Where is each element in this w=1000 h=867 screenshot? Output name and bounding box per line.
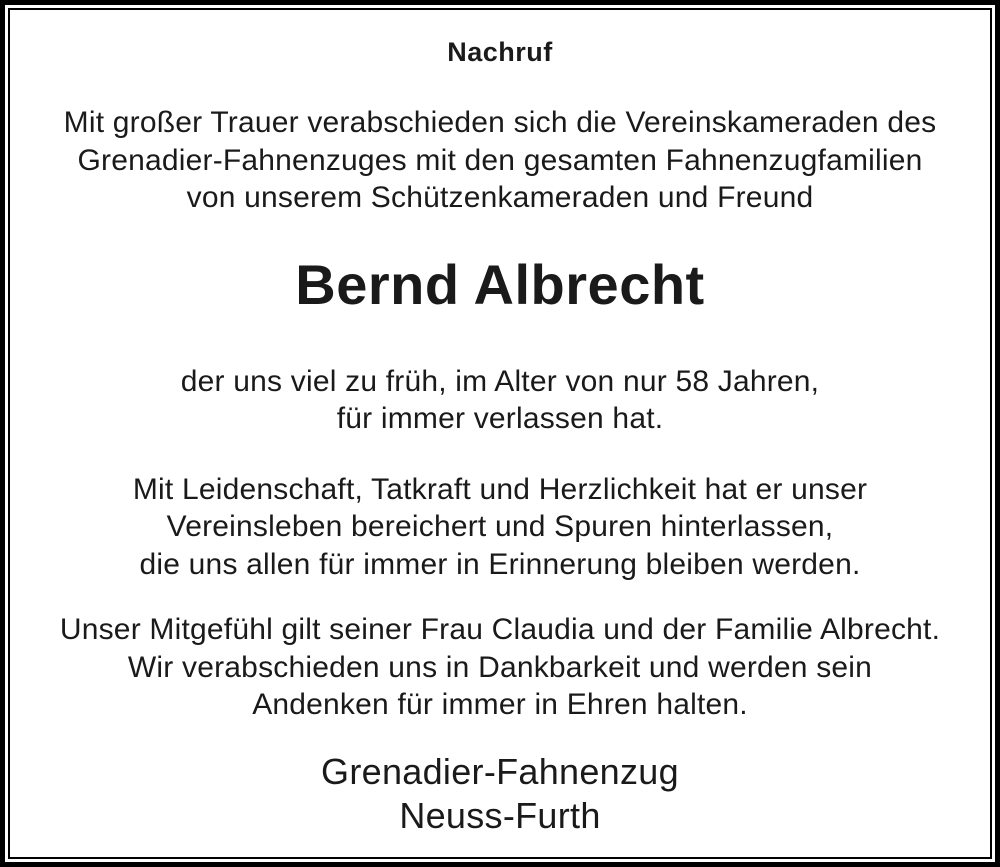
- tribute-line-1: Mit Leidenschaft, Tatkraft und Herzlichkeit hat er unser: [132, 472, 868, 506]
- tribute-paragraph: [10, 471, 990, 584]
- signature-block: [10, 750, 990, 838]
- death-line-1: der uns viel zu früh, im Alter von nur 58 Jahren,: [180, 364, 820, 398]
- intro-line-2: Grenadier-Fahnenzuges mit den gesamten Fahnenzugfamilien: [77, 143, 923, 177]
- death-line-2: für immer verlassen hat.: [336, 402, 664, 435]
- signature-organization: Grenadier-Fahnenzug: [321, 750, 679, 792]
- signature-location: Neuss-Furth: [399, 794, 601, 836]
- condolence-line-2: Wir verabschieden uns in Dankbarkeit und werden sein: [127, 650, 873, 684]
- condolence-paragraph: [10, 611, 990, 724]
- intro-paragraph: [10, 104, 990, 217]
- tribute-line-3: die uns allen für immer in Erinnerung bleiben werden.: [139, 547, 861, 581]
- deceased-name: Bernd Albrecht: [295, 252, 705, 316]
- intro-line-1: Mit großer Trauer verabschieden sich die Vereinskameraden des: [63, 106, 937, 139]
- condolence-line-1: Unser Mitgefühl gilt seiner Frau Claudia und der Familie Albrecht.: [59, 613, 941, 646]
- intro-line-3: von unserem Schützenkameraden und Freund: [186, 181, 814, 214]
- tribute-line-2: Vereinsleben bereichert und Spuren hinterlassen,: [166, 510, 834, 543]
- obituary-title: Nachruf: [447, 37, 553, 67]
- death-paragraph: [10, 363, 990, 438]
- inner-frame-border: [8, 8, 992, 859]
- condolence-line-3: Andenken für immer in Ehren halten.: [252, 688, 748, 721]
